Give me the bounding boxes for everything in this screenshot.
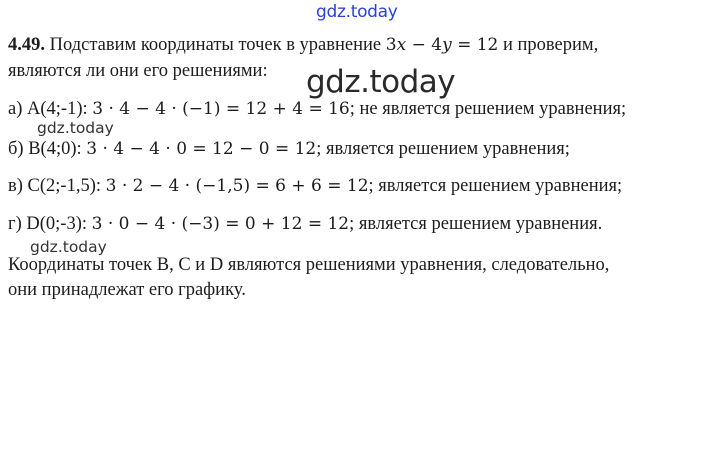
problem-statement-line2: являются ли они его решениями: bbox=[8, 61, 268, 81]
solution-item-b bbox=[8, 138, 570, 160]
conclusion-line2: они принадлежат его графику. bbox=[8, 280, 246, 300]
item-result: ; является решением уравнения; bbox=[368, 176, 623, 196]
problem-intro-tail: и проверим, bbox=[498, 35, 599, 55]
conclusion-line1: Координаты точек B, C и D являются решениями уравнения, следовательно, bbox=[8, 255, 610, 275]
item-label: б) B(4;0): bbox=[8, 139, 87, 159]
problem-statement-line1 bbox=[8, 34, 598, 56]
watermark-large: gdz.today bbox=[306, 64, 456, 100]
item-expression: 3 · 4 − 4 · (−1) = 12 + 4 = 16 bbox=[92, 99, 350, 119]
item-label: а) A(4;-1): bbox=[8, 99, 93, 119]
item-result: ; является решением уравнения. bbox=[349, 214, 603, 234]
item-expression: 3 · 2 − 4 · (−1,5) = 6 + 6 = 12 bbox=[105, 176, 369, 196]
watermark-lower: gdz.today bbox=[30, 238, 107, 256]
problem-number: 4.49. bbox=[8, 35, 45, 55]
watermark-top: gdz.today bbox=[316, 2, 398, 22]
item-expression: 3 · 4 − 4 · 0 = 12 − 0 = 12 bbox=[86, 139, 317, 159]
solution-item-d bbox=[8, 213, 602, 235]
item-result: ; является решением уравнения; bbox=[316, 139, 570, 159]
solution-item-c bbox=[8, 175, 622, 197]
problem-intro-text: Подставим координаты точек в уравнение bbox=[45, 35, 386, 55]
watermark-middle: gdz.today bbox=[37, 119, 114, 137]
item-expression: 3 · 0 − 4 · (−3) = 0 + 12 = 12 bbox=[91, 214, 350, 234]
item-label: в) C(2;-1,5): bbox=[8, 176, 106, 196]
item-result: ; не является решением уравнения; bbox=[349, 99, 627, 119]
equation: 3x − 4y = 12 bbox=[385, 35, 499, 55]
item-label: г) D(0;-3): bbox=[8, 214, 92, 234]
solution-item-a bbox=[8, 98, 626, 120]
